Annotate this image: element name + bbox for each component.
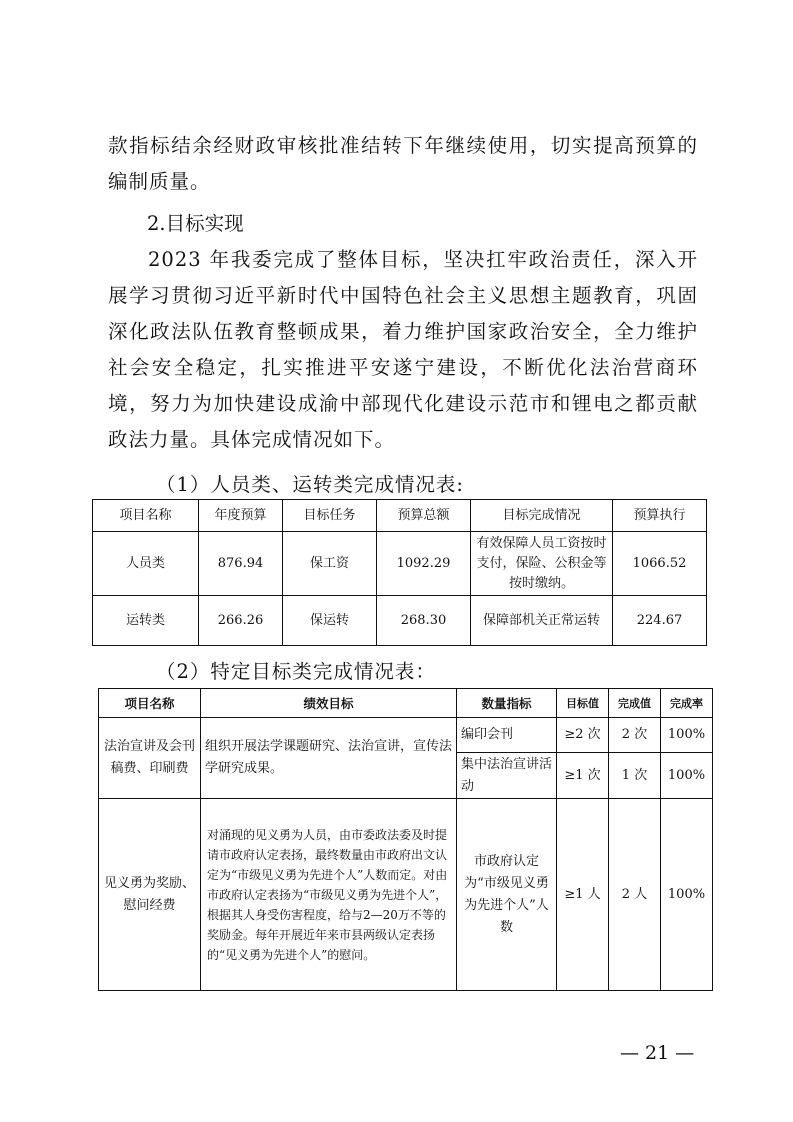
rate-cell: 100% bbox=[661, 718, 713, 753]
actual-cell: 2 人 bbox=[609, 799, 661, 991]
table-row bbox=[99, 718, 713, 753]
table-cell: 保障部机关正常运转 bbox=[471, 596, 613, 646]
table-cell: 1066.52 bbox=[613, 532, 707, 596]
paragraph-body: 2023 年我委完成了整体目标，坚决扛牢政治责任，深入开展学习贯彻习近平新时代中国特色社会主义思想主题教育，巩固深化政法队伍教育整顿成果，着力维护国家政治安全，全力维护社会安全稳定，扎实推进平安遂宁建设，不断优化法治营商环境，努力为加快建设成渝中部现代化建设示范市和锂电之都贡献政法力量。具体完成情况如下。 bbox=[108, 248, 698, 451]
table-cell: 268.30 bbox=[377, 596, 471, 646]
target-cell: ≥1 人 bbox=[557, 799, 609, 991]
performance-goal-cell: 组织开展法学课题研究、法治宣讲，宣传法学研究成果。 bbox=[201, 718, 457, 799]
header-cell: 数量指标 bbox=[457, 689, 557, 718]
performance-goal-cell: 对涌现的见义勇为人员，由市委政法委及时提请市政府认定表扬，最终数量由市政府出文认定为“市级见义勇为先进个人”人数而定。对由市政府认定表扬为“市级见义勇为先进个人”，根据其人身受伤害程度，给与2—20万不等的奖励金。每年开展近年来市县两级认定表扬的“见义勇为先进个人”的慰问。 bbox=[201, 799, 457, 991]
indicator-cell: 市政府认定为“市级见义勇为先进个人”人数 bbox=[457, 799, 557, 991]
header-cell: 目标值 bbox=[557, 689, 609, 718]
header-cell: 年度预算 bbox=[199, 500, 283, 532]
table-cell: 876.94 bbox=[199, 532, 283, 596]
table1-caption: （1）人员类、运转类完成情况表: bbox=[156, 473, 464, 496]
special-target-table bbox=[98, 688, 713, 991]
rate-cell: 100% bbox=[661, 753, 713, 799]
table-cell: 人员类 bbox=[93, 532, 199, 596]
table-cell: 运转类 bbox=[93, 596, 199, 646]
personnel-operations-table bbox=[92, 499, 707, 646]
table-cell: 266.26 bbox=[199, 596, 283, 646]
header-cell: 预算执行 bbox=[613, 500, 707, 532]
rate-cell: 100% bbox=[661, 799, 713, 991]
table-cell: 224.67 bbox=[613, 596, 707, 646]
header-cell: 目标完成情况 bbox=[471, 500, 613, 532]
header-cell: 完成值 bbox=[609, 689, 661, 718]
project-name-cell: 见义勇为奖励、慰问经费 bbox=[99, 799, 201, 991]
indicator-cell: 集中法治宣讲活动 bbox=[457, 753, 557, 799]
table2-caption: （2）特定目标类完成情况表： bbox=[156, 660, 436, 683]
header-cell: 完成率 bbox=[661, 689, 713, 718]
table-cell: 1092.29 bbox=[377, 532, 471, 596]
actual-cell: 2 次 bbox=[609, 718, 661, 753]
target-cell: ≥2 次 bbox=[557, 718, 609, 753]
table-row bbox=[93, 596, 707, 646]
project-name-cell: 法治宣讲及会刊稿费、印刷费 bbox=[99, 718, 201, 799]
table-row bbox=[99, 799, 713, 991]
paragraph-continuation: 款指标结余经财政审核批准结转下年继续使用，切实提高预算的编制质量。 bbox=[108, 134, 698, 193]
table-cell: 保工资 bbox=[283, 532, 377, 596]
table-row bbox=[93, 532, 707, 596]
header-cell: 目标任务 bbox=[283, 500, 377, 532]
indicator-cell: 编印会刊 bbox=[457, 718, 557, 753]
header-cell: 预算总额 bbox=[377, 500, 471, 532]
table-cell: 有效保障人员工资按时支付，保险、公积金等按时缴纳。 bbox=[471, 532, 613, 596]
header-cell: 项目名称 bbox=[93, 500, 199, 532]
section-heading: 2.目标实现 bbox=[147, 212, 244, 235]
actual-cell: 1 次 bbox=[609, 753, 661, 799]
header-cell: 绩效目标 bbox=[201, 689, 457, 718]
table-cell: 保运转 bbox=[283, 596, 377, 646]
page-number: — 21 — bbox=[620, 1042, 695, 1064]
target-cell: ≥1 次 bbox=[557, 753, 609, 799]
header-cell: 项目名称 bbox=[99, 689, 201, 718]
